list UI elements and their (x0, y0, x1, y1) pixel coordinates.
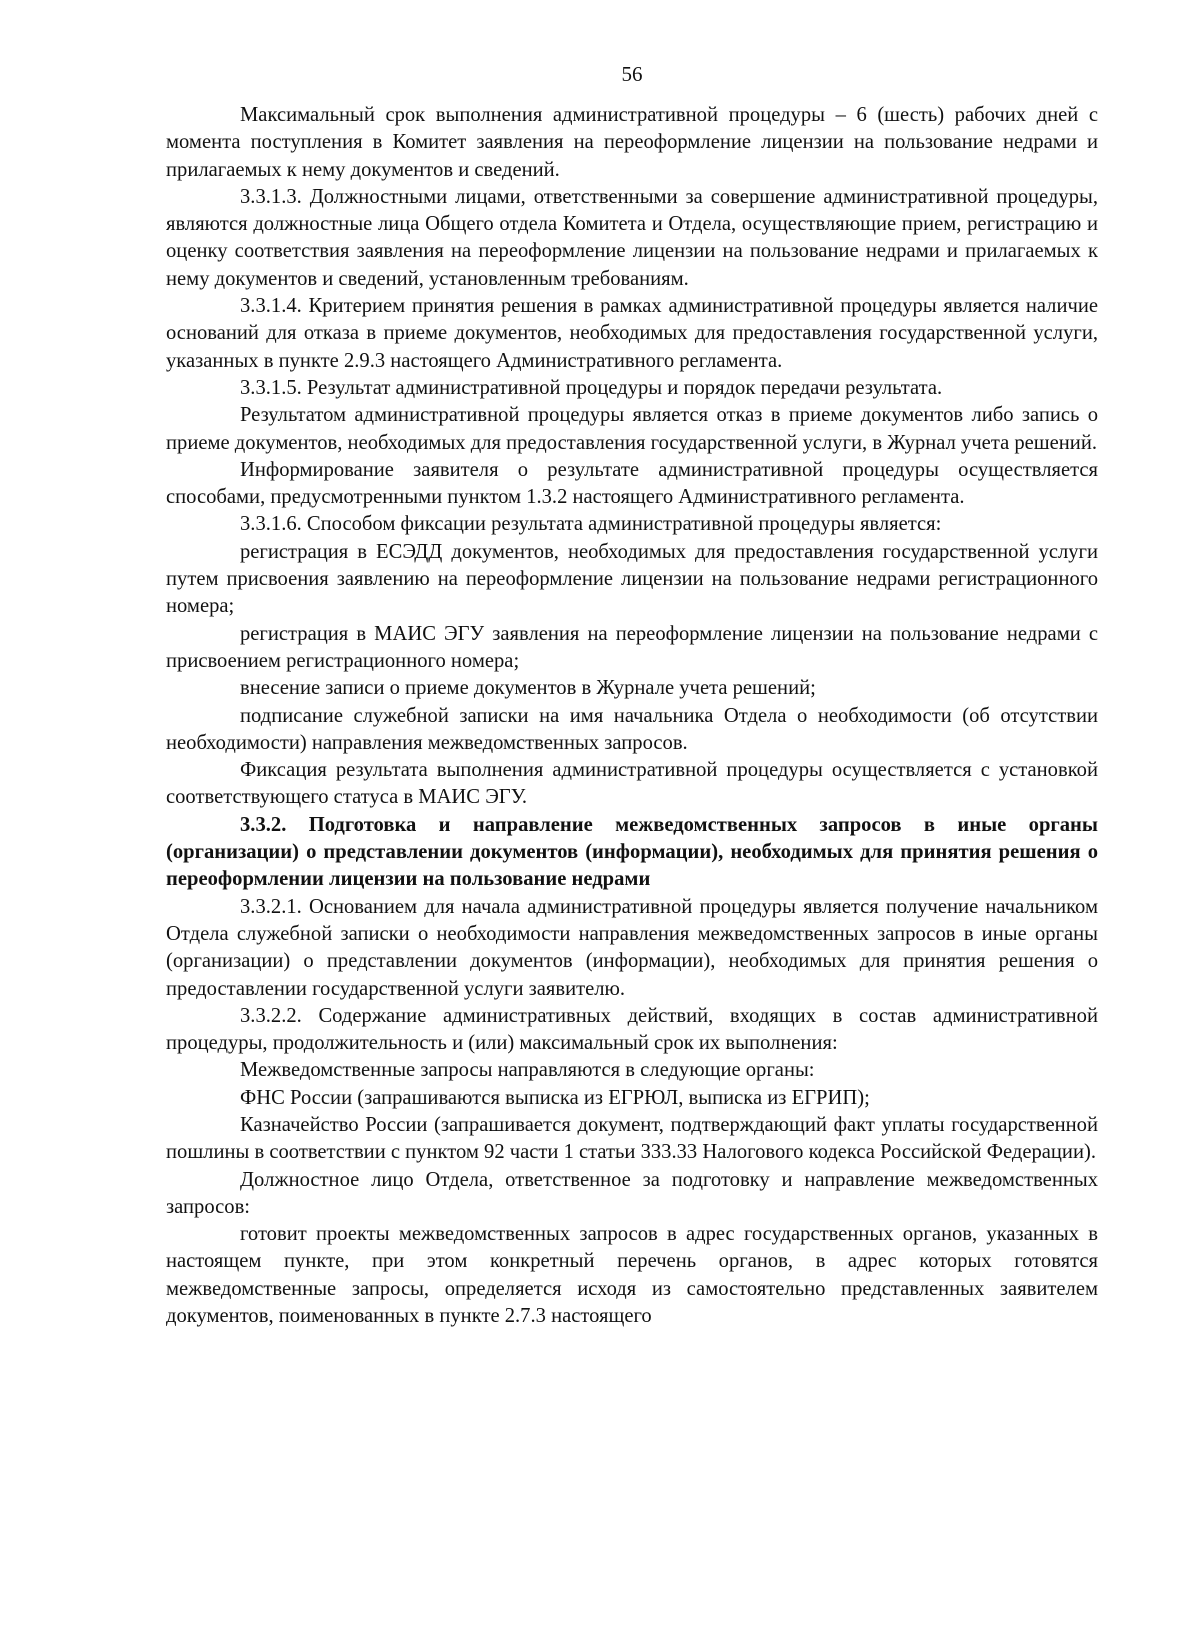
paragraph-journal-entry: внесение записи о приеме документов в Журнале учета решений; (240, 677, 816, 700)
paragraph-3-3-1-3: 3.3.1.3. Должностными лицами, ответственными за совершение административной процедуры, являются должностные лица Общего отдела Комитета и Отдела, осуществляющие прием, регистрацию и оценку соответствия заявления на переоформление лицензии на пользование недрами и прилагаемых к нему документов и сведений, установленным требованиям. (166, 185, 1098, 290)
paragraph-mais-registration: регистрация в МАИС ЭГУ заявления на переоформление лицензии на пользование недрами с присвоением регистрационного номера; (166, 622, 1098, 672)
paragraph-3-3-1-4: 3.3.1.4. Критерием принятия решения в рамках административной процедуры является наличие оснований для отказа в приеме документов, необходимых для предоставления государственной услуги, указанных в пункте 2.9.3 настоящего Административного регламента. (166, 295, 1098, 372)
paragraph-prepares-drafts: готовит проекты межведомственных запросов в адрес государственных органов, указанных в настоящем пункте, при этом конкретный перечень органов, в адрес которых готовятся межведомственные запросы, определяется исходя из самостоятельно представленных заявителем документов, поименованных в пункте 2.7.3 настоящего (166, 1223, 1098, 1328)
paragraph-esedd-registration: регистрация в ЕСЭДД документов, необходимых для предоставления государственной услуги путем присвоения заявлению на переоформление лицензии на пользование недрами регистрационного номера; (166, 540, 1098, 618)
paragraph-requests-bodies: Межведомственные запросы направляются в следующие органы: (240, 1059, 815, 1082)
paragraph-official: Должностное лицо Отдела, ответственное за подготовку и направление межведомственных запросов: (166, 1168, 1098, 1218)
paragraph-treasury: Казначейство России (запрашивается документ, подтверждающий факт уплаты государственной пошлины в соответствии с пунктом 92 части 1 статьи 333.33 Налогового кодекса Российской Федерации). (166, 1113, 1098, 1164)
paragraph-3-3-1-6: 3.3.1.6. Способом фиксации результата административной процедуры является: (240, 513, 942, 536)
document-page (166, 60, 1098, 1330)
page-number: 56 (621, 62, 643, 86)
paragraph-result: Результатом административной процедуры является отказ в приеме документов либо запись о приеме документов, необходимых для предоставления государственной услуги, в Журнал учета решений. (166, 404, 1098, 454)
paragraph-3-3-1-5: 3.3.1.5. Результат административной процедуры и порядок передачи результата. (240, 376, 943, 399)
paragraph-3-3-2-1: 3.3.2.1. Основанием для начала административной процедуры является получение начальником Отдела служебной записки о необходимости направления межведомственных запросов в иные органы (организации) о представлении документов (информации), необходимых для принятия решения о предоставлении государственной услуги заявителю. (166, 895, 1098, 1000)
paragraph-fns: ФНС России (запрашиваются выписка из ЕГРЮЛ, выписка из ЕГРИП); (240, 1086, 870, 1109)
paragraph-3-3-2-2: 3.3.2.2. Содержание административных действий, входящих в состав административной процедуры, продолжительность и (или) максимальный срок их выполнения: (166, 1004, 1098, 1055)
paragraph-max-term: Максимальный срок выполнения административной процедуры – 6 (шесть) рабочих дней с момента поступления в Комитет заявления на переоформление лицензии на пользование недрами и прилагаемых к нему документов и сведений. (166, 104, 1098, 181)
paragraph-informing: Информирование заявителя о результате административной процедуры осуществляется способами, предусмотренными пунктом 1.3.2 настоящего Административного регламента. (166, 458, 1098, 509)
paragraph-memo-signing: подписание служебной записки на имя начальника Отдела о необходимости (об отсутствии необходимости) направления межведомственных запросов. (166, 704, 1098, 754)
paragraph-fixation: Фиксация результата выполнения административной процедуры осуществляется с установкой соответствующего статуса в МАИС ЭГУ. (166, 759, 1098, 809)
section-heading-3-3-2: 3.3.2. Подготовка и направление межведомственных запросов в иные органы (организации) о представлении документов (информации), необходимых для принятия решения о переоформлении лицензии на пользование недрами (166, 813, 1098, 891)
